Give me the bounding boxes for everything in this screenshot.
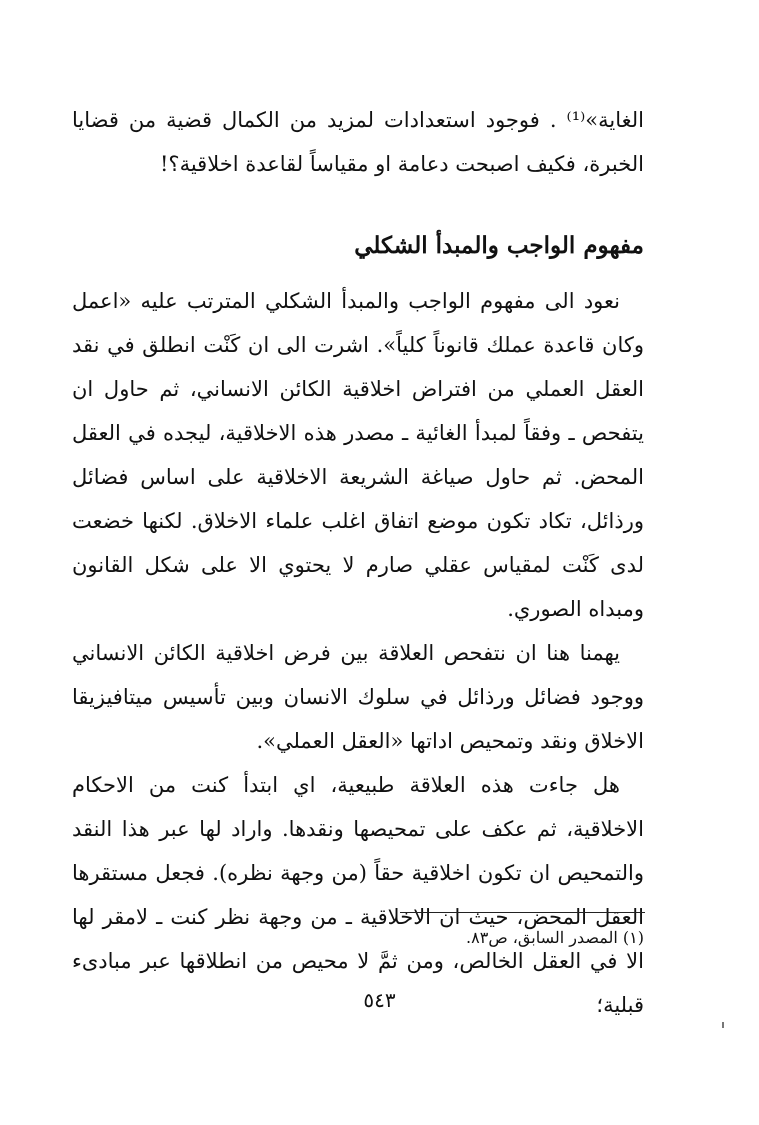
paragraph-2: يهمنا هنا ان نتفحص العلاقة بين فرض اخلاقية الكائن الانساني ووجود فضائل ورذائل في سلوك الانسان وبين تأسيس ميتافيزيقا الاخلاق ونقد وتمحيص اداتها «العقل العملي». <box>72 641 644 753</box>
scan-mark <box>722 1022 724 1028</box>
body-text-block <box>72 279 644 1027</box>
footnote-separator <box>400 912 645 913</box>
footnote: (١) المصدر السابق، ص٨٣. <box>466 928 644 947</box>
paragraph-1: نعود الى مفهوم الواجب والمبدأ الشكلي المترتب عليه «اعمل وكان قاعدة عملك قانوناً كلياً». اشرت الى ان كَنْت انطلق في نقد العقل العملي من افتراض اخلاقية الكائن الانساني، ثم حاول ان يتفحص ـ وفقاً لمبدأ الغائية ـ مصدر هذه الاخلاقية، ليجده في العقل المحض. ثم حاول صياغة الشريعة الاخلاقية على اساس فضائل ورذائل، تكاد تكون موضع اتفاق اغلب علماء الاخلاق. لكنها خضعت لدى كَنْت لمقياس عقلي صارم لا يحتوي الا على شكل القانون ومبداه الصوري. <box>72 289 644 621</box>
page-number: ٥٤٣ <box>363 988 396 1012</box>
top-paragraph-block <box>72 98 644 186</box>
paragraph-3: هل جاءت هذه العلاقة طبيعية، اي ابتدأ كنت من الاحكام الاخلاقية، ثم عكف على تمحيصها ونقدها. واراد لها عبر هذا النقد والتمحيص ان تكون اخلاقية حقاً (من وجهة نظره). فجعل مستقرها العقل المحض، حيث ان الاخلاقية ـ من وجهة نظر كنت ـ لامقر لها الا في العقل الخالص، ومن ثمَّ لا محيص من انطلاقها عبر مبادىء قبلية؛ <box>72 773 644 1017</box>
top-paragraph: الغاية»⁽¹⁾ . فوجود استعدادات لمزيد من الكمال قضية من قضايا الخبرة، فكيف اصبحت دعامة او مقياساً لقاعدة اخلاقية؟! <box>72 108 644 176</box>
section-heading: مفهوم الواجب والمبدأ الشكلي <box>354 232 644 259</box>
